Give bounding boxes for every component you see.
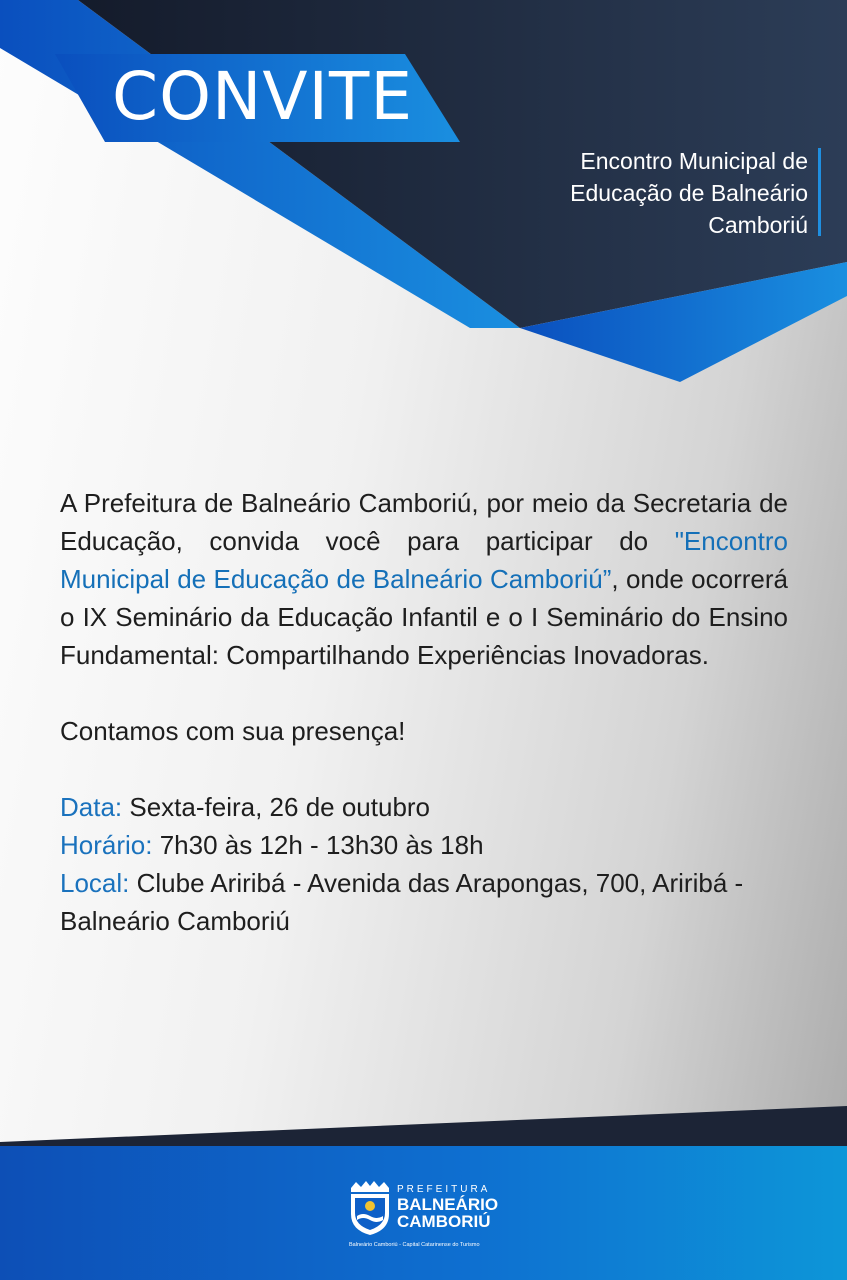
subtitle-accent-bar bbox=[818, 148, 821, 236]
logo-tagline: Balneário Camboriú - Capital Catarinense do Turismo bbox=[349, 1242, 480, 1248]
invitation-body bbox=[60, 484, 788, 940]
invitation-title: CONVITE bbox=[112, 58, 414, 135]
time-row bbox=[60, 826, 788, 864]
event-name-highlight: "Encontro Municipal de Educação de Balneário Camboriú” bbox=[60, 526, 788, 594]
date-row bbox=[60, 788, 788, 826]
date-value: Sexta-feira, 26 de outubro bbox=[122, 792, 431, 822]
place-value: Clube Ariribá - Avenida das Arapongas, 700, Ariribá - Balneário Camboriú bbox=[60, 868, 744, 936]
time-label: Horário: bbox=[60, 830, 153, 860]
event-subtitle: Encontro Municipal de Educação de Balneário Camboriú bbox=[570, 148, 808, 238]
prefeitura-logo bbox=[347, 1180, 507, 1252]
city-crest-icon bbox=[347, 1180, 393, 1236]
invitation-paragraph bbox=[60, 484, 788, 674]
time-value: 7h30 às 12h - 13h30 às 18h bbox=[152, 830, 484, 860]
paragraph-intro: A Prefeitura de Balneário Camboriú, por meio da Secretaria de Educação, convida você para participar do bbox=[60, 488, 788, 556]
event-details bbox=[60, 788, 788, 940]
logo-line-prefeitura: PREFEITURA bbox=[397, 1184, 491, 1195]
closing-text: Contamos com sua presença! bbox=[60, 716, 406, 746]
place-label: Local: bbox=[60, 868, 130, 898]
place-row bbox=[60, 864, 788, 940]
logo-line-balneario: BALNEÁRIO bbox=[397, 1195, 499, 1214]
date-label: Data: bbox=[60, 792, 123, 822]
logo-line-camboriu: CAMBORIÚ bbox=[397, 1212, 491, 1231]
footer-dark-band bbox=[0, 1106, 847, 1150]
paragraph-details: , onde ocorrerá o IX Seminário da Educação Infantil e o I Seminário do Ensino Fundamental: Compartilhando Experiências Inovadoras. bbox=[60, 564, 788, 670]
